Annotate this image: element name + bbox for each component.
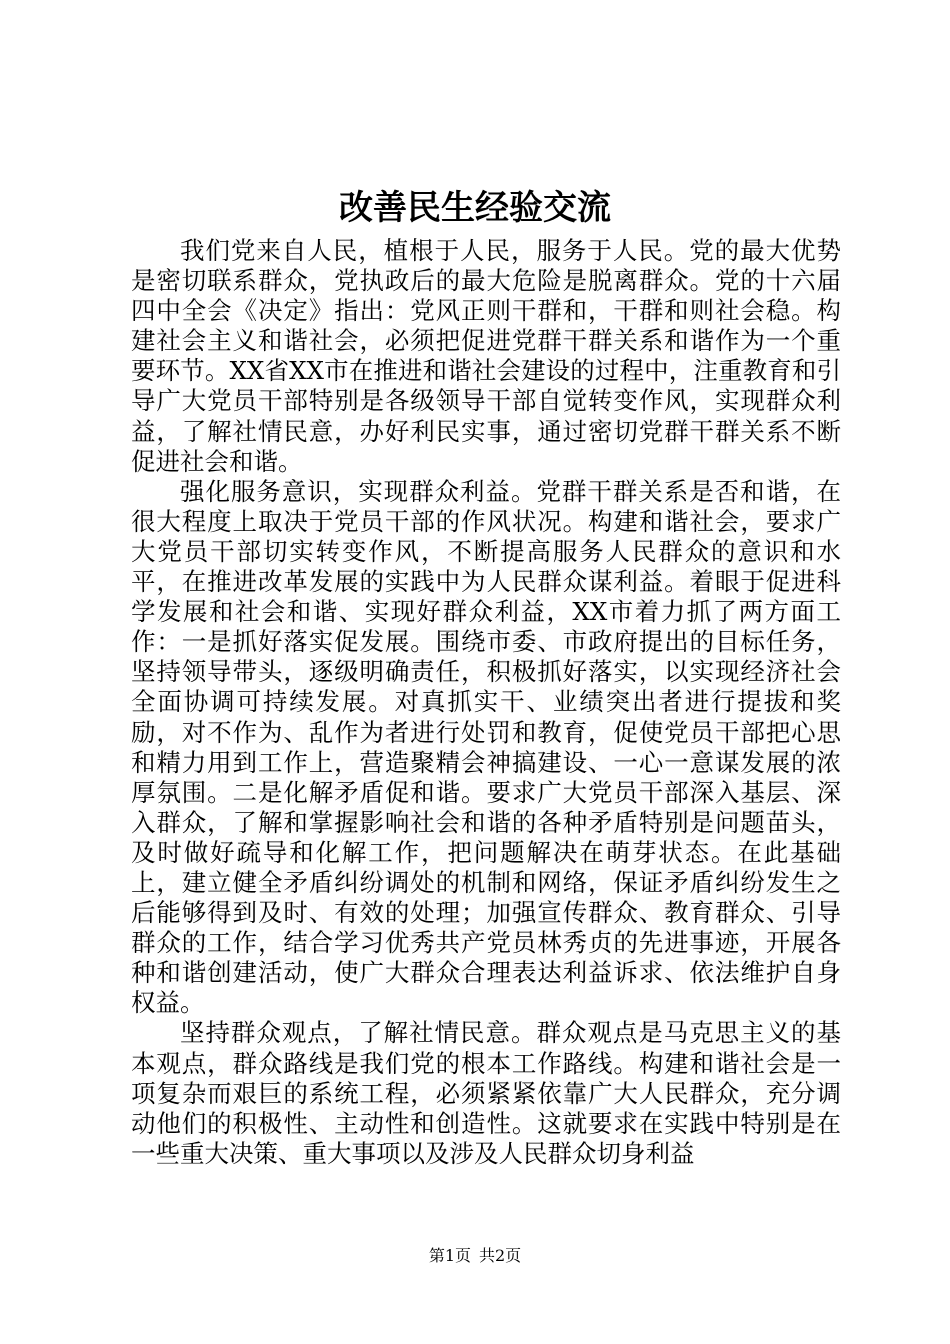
document-body bbox=[131, 236, 841, 1169]
paragraph: 坚持群众观点，了解社情民意。群众观点是马克思主义的基本观点，群众路线是我们党的根本工作路线。构建和谐社会是一项复杂而艰巨的系统工程，必须紧紧依靠广大人民群众，充分调动他们的积极性、主动性和创造性。这就要求在实践中特别是在一些重大决策、重大事项以及涉及人民群众切身利益 bbox=[131, 1018, 841, 1168]
document-title: 改善民生经验交流 bbox=[339, 188, 611, 228]
page-footer bbox=[0, 1244, 950, 1268]
paragraph: 强化服务意识，实现群众利益。党群干群关系是否和谐，在很大程度上取决于党员干部的作风状况。构建和谐社会，要求广大党员干部切实转变作风，不断提高服务人民群众的意识和水平，在推进改革发展的实践中为人民群众谋利益。着眼于促进科学发展和社会和谐、实现好群众利益，XX市着力抓了两方面工作：一是抓好落实促发展。围绕市委、市政府提出的目标任务，坚持领导带头，逐级明确责任，积极抓好落实，以实现经济社会全面协调可持续发展。对真抓实干、业绩突出者进行提拔和奖励，对不作为、乱作为者进行处罚和教育，促使党员干部把心思和精力用到工作上，营造聚精会神搞建设、一心一意谋发展的浓厚氛围。二是化解矛盾促和谐。要求广大党员干部深入基层、深入群众，了解和掌握影响社会和谐的各种矛盾特别是问题苗头，及时做好疏导和化解工作，把问题解决在萌芽状态。在此基础上，建立健全矛盾纠纷调处的机制和网络，保证矛盾纠纷发生之后能够得到及时、有效的处理；加强宣传群众、教育群众、引导群众的工作，结合学习优秀共产党员林秀贞的先进事迹，开展各种和谐创建活动，使广大群众合理表达利益诉求、依法维护自身权益。 bbox=[131, 476, 841, 1018]
page-number-total: 共2页 bbox=[479, 1246, 522, 1265]
page-number-current: 第1页 bbox=[428, 1246, 471, 1265]
paragraph: 我们党来自人民，植根于人民，服务于人民。党的最大优势是密切联系群众，党执政后的最大危险是脱离群众。党的十六届四中全会《决定》指出：党风正则干群和，干群和则社会稳。构建社会主义和谐社会，必须把促进党群干群关系和谐作为一个重要环节。XX省XX市在推进和谐社会建设的过程中，注重教育和引导广大党员干部特别是各级领导干部自觉转变作风，实现群众利益，了解社情民意，办好利民实事，通过密切党群干群关系不断促进社会和谐。 bbox=[131, 236, 841, 476]
